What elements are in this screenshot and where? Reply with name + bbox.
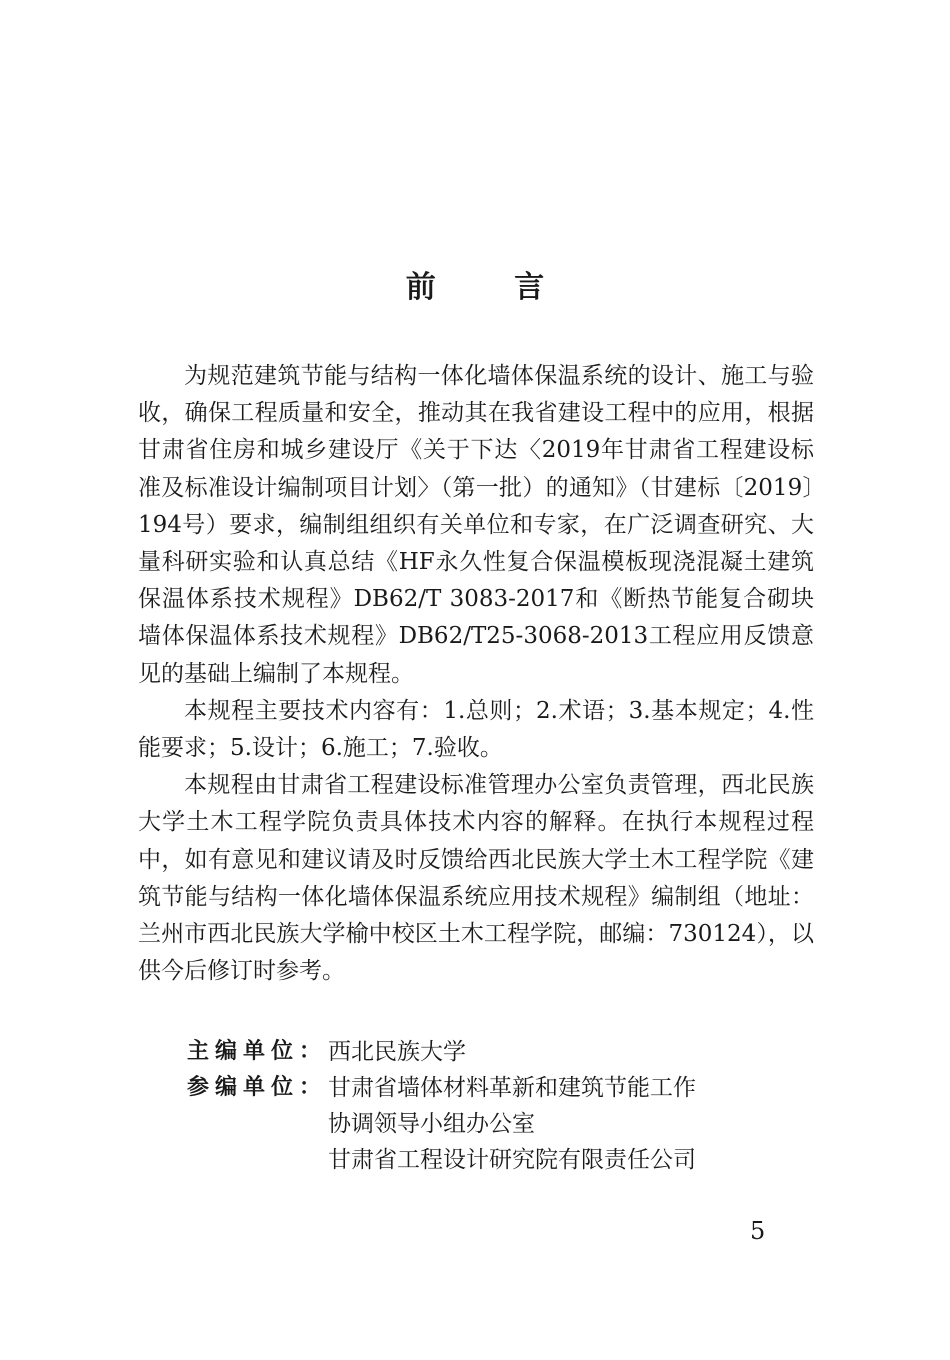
preface-body [138,358,814,990]
preface-paragraph: 为规范建筑节能与结构一体化墙体保温系统的设计、施工与验收，确保工程质量和安全，推动其在我省建设工程中的应用，根据甘肃省住房和城乡建设厅《关于下达〈2019年甘肃省工程建设标准及标准设计编制项目计划〉（第一批）的通知》（甘建标〔2019〕194号）要求，编制组组织有关单位和专家，在广泛调查研究、大量科研实验和认真总结《HF永久性复合保温模板现浇混凝土建筑保温体系技术规程》DB62/T 3083-2017和《断热节能复合砌块墙体保温体系技术规程》DB62/T25-3068-2013工程应用反馈意见的基础上编制了本规程。 [138,363,814,687]
participating-units-label: 参编单位： [187,1075,328,1100]
participating-units-row [187,1070,807,1178]
preface-paragraph: 本规程由甘肃省工程建设标准管理办公室负责管理，西北民族大学土木工程学院负责具体技术内容的解释。在执行本规程过程中，如有意见和建议请及时反馈给西北民族大学土木工程学院《建筑节能与结构一体化墙体保温系统应用技术规程》编制组（地址：兰州市西北民族大学榆中校区土木工程学院，邮编：730124），以供今后修订时参考。 [138,772,814,985]
page-number: 5 [750,1217,766,1245]
participating-unit: 甘肃省工程设计研究院有限责任公司 [328,1147,696,1173]
participating-units-values [328,1070,807,1178]
credits-block [187,1034,807,1178]
page-title: 前 言 [405,270,579,306]
participating-unit: 甘肃省墙体材料革新和建筑节能工作 [328,1075,696,1101]
chief-editor-values [328,1034,807,1070]
chief-editor-label: 主编单位： [187,1039,328,1064]
chief-editor-row [187,1034,807,1070]
preface-paragraph: 本规程主要技术内容有：1.总则；2.术语；3.基本规定；4.性能要求；5.设计；6.施工；7.验收。 [138,697,814,762]
participating-unit: 协调领导小组办公室 [328,1111,535,1137]
chief-editor-unit: 西北民族大学 [328,1039,466,1065]
